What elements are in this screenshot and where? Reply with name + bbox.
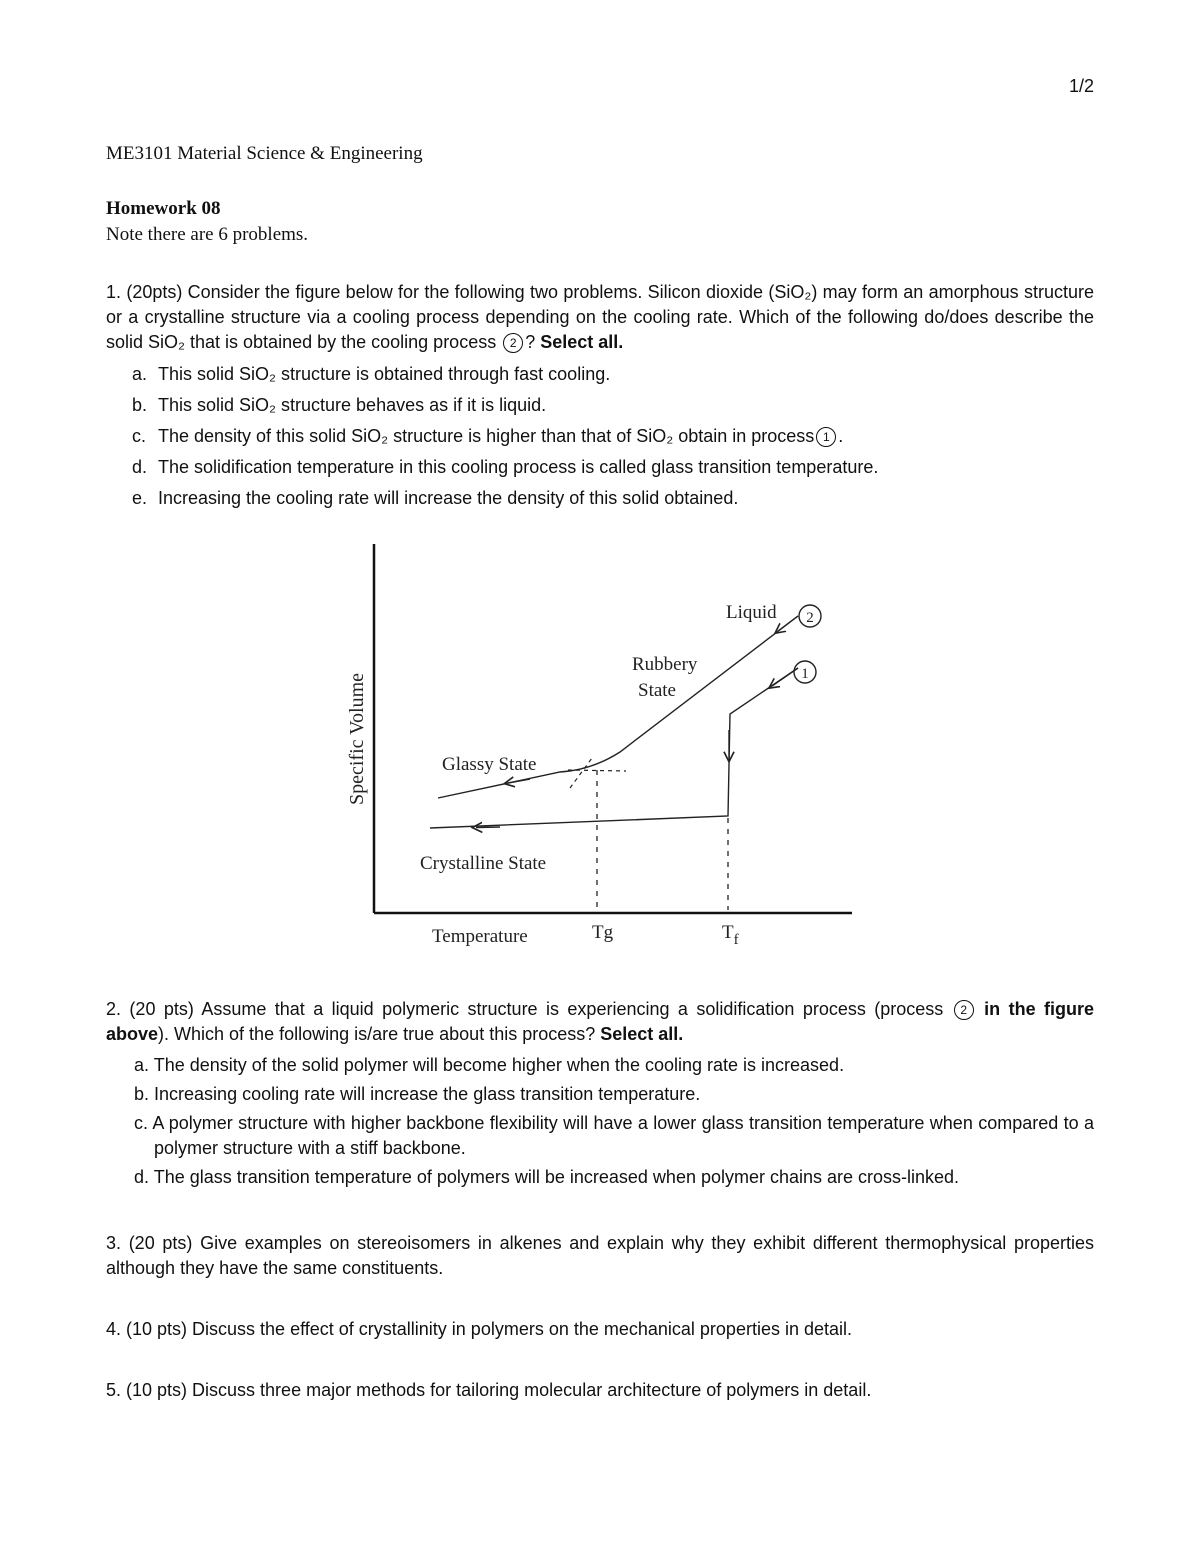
arrow-process-2-entry [778, 616, 798, 631]
problem-1-stem [106, 280, 1094, 355]
option-letter: b. [132, 395, 148, 415]
option-letter: c. [134, 1113, 149, 1133]
process-2-symbol: 2 [503, 333, 523, 353]
option-letter: d. [134, 1167, 150, 1187]
problem-2-stem [106, 997, 1094, 1047]
select-all-label: Select all. [600, 1024, 684, 1044]
option-letter: d. [132, 457, 148, 477]
figure-reference: in the figure above [106, 999, 1095, 1044]
option-2d [106, 1163, 1094, 1192]
problem-2-text: 2. (20 pts) Assume that a liquid polymeric structure is experiencing a solidification process (process [106, 999, 952, 1019]
specific-volume-temperature-chart [330, 530, 870, 950]
circle-1-label: 1 [801, 666, 809, 682]
option-text: The density of this solid SiO₂ structure is higher than that of SiO₂ obtain in process [158, 426, 815, 446]
curve-process-1 [430, 668, 798, 828]
option-letter: e. [132, 488, 148, 508]
option-1d [106, 452, 1094, 483]
option-letter: c. [132, 426, 147, 446]
option-letter: b. [134, 1084, 150, 1104]
option-letter: a. [134, 1055, 150, 1075]
problem-2 [106, 997, 1094, 1192]
problem-1-text: 1. (20pts) Consider the figure below for the following two problems. Silicon dioxide (SiO₂) may form an amorphous structure or a crystalline structure via a cooling process depending on the cooling rate. Which of the following do/does describe the solid SiO₂ that is obtained by the cooling process [106, 282, 1094, 352]
page-number: 1/2 [1068, 76, 1094, 96]
process-1-symbol: 1 [816, 427, 836, 447]
select-all-label: Select all. [540, 332, 624, 352]
homework-title: Homework 08 [106, 198, 221, 219]
tick-tf-main: T [722, 922, 734, 943]
label-rubbery-2: State [638, 680, 676, 701]
option-end: . [838, 426, 844, 446]
y-axis-label: Specific Volume [346, 672, 368, 805]
x-axis-label: Temperature [432, 926, 528, 947]
option-text: Increasing cooling rate will increase the glass transition temperature. [154, 1084, 701, 1104]
tick-tg: Tg [592, 922, 614, 943]
label-glassy: Glassy State [442, 754, 537, 775]
problem-3: 3. (20 pts) Give examples on stereoisomers in alkenes and explain why they exhibit different thermophysical properties although they have the same constituents. [106, 1233, 1094, 1278]
circle-2-label: 2 [806, 610, 814, 626]
problem-4: 4. (10 pts) Discuss the effect of crystallinity in polymers on the mechanical properties in detail. [106, 1319, 853, 1339]
problem-1-suffix: ? [525, 332, 541, 352]
tick-tf [722, 922, 739, 948]
option-letter: a. [132, 364, 148, 384]
option-2a [106, 1051, 1094, 1080]
tg-extrapolation-1 [570, 758, 592, 788]
option-1e [106, 483, 1094, 514]
label-rubbery-1: Rubbery [632, 654, 698, 675]
option-text: This solid SiO₂ structure behaves as if it is liquid. [158, 395, 547, 415]
homework-note: Note there are 6 problems. [106, 224, 309, 245]
option-text: The density of the solid polymer will become higher when the cooling rate is increased. [153, 1055, 845, 1075]
label-liquid: Liquid [726, 602, 777, 623]
option-1c [106, 421, 1094, 452]
process-2-symbol: 2 [954, 1000, 974, 1020]
tick-tf-sub: f [733, 932, 739, 948]
option-text: Increasing the cooling rate will increase the density of this solid obtained. [158, 488, 739, 508]
arrow-crystalline [476, 827, 500, 828]
option-1a [106, 359, 1094, 390]
course-title: ME3101 Material Science & Engineering [106, 143, 423, 164]
option-1b [106, 390, 1094, 421]
problem-5: 5. (10 pts) Discuss three major methods for tailoring molecular architecture of polymers in detail. [106, 1380, 872, 1400]
problem-2-options [106, 1051, 1094, 1192]
problem-1 [106, 280, 1094, 514]
label-crystalline: Crystalline State [420, 853, 547, 874]
arrow-glassy [508, 779, 530, 783]
option-text: This solid SiO₂ structure is obtained through fast cooling. [158, 364, 611, 384]
problem-1-options [106, 359, 1094, 514]
option-text: A polymer structure with higher backbone flexibility will have a lower glass transition temperature when compared to a polymer structure with a stiff backbone. [152, 1113, 1094, 1158]
option-text: The glass transition temperature of polymers will be increased when polymer chains are cross-linked. [153, 1167, 960, 1187]
option-2b [106, 1080, 1094, 1109]
option-2c [106, 1111, 1094, 1161]
problem-2-suffix: ). Which of the following is/are true about this process? [158, 1024, 601, 1044]
option-text: The solidification temperature in this cooling process is called glass transition temperature. [158, 457, 879, 477]
